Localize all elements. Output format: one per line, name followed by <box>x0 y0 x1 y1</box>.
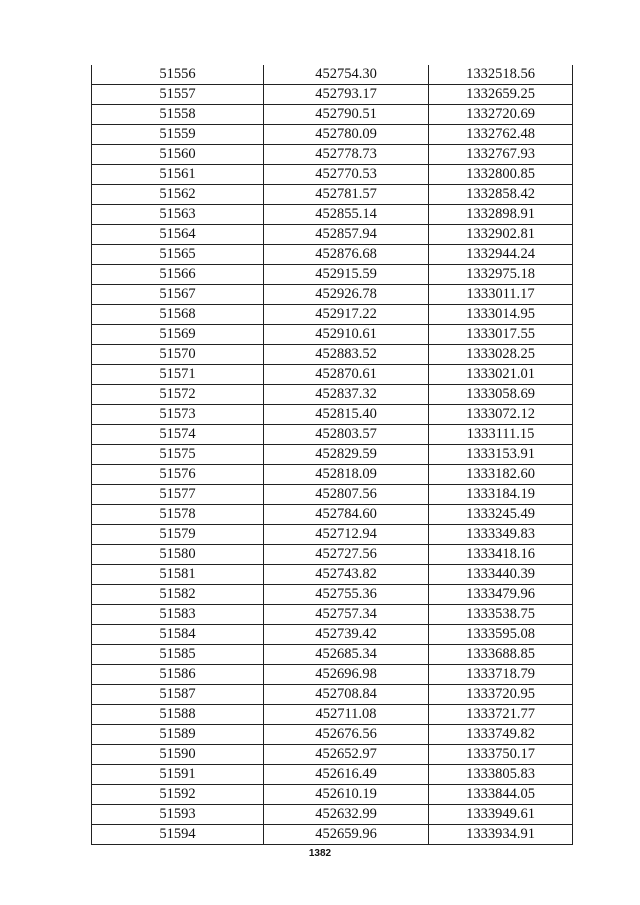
y-coordinate-cell: 1333245.49 <box>429 505 573 525</box>
y-coordinate-cell: 1333184.19 <box>429 485 573 505</box>
y-coordinate-cell: 1332858.42 <box>429 185 573 205</box>
y-coordinate-cell: 1333011.17 <box>429 285 573 305</box>
y-coordinate-cell: 1333182.60 <box>429 465 573 485</box>
point-id-cell: 51569 <box>92 325 264 345</box>
x-coordinate-cell: 452815.40 <box>264 405 429 425</box>
y-coordinate-cell: 1332800.85 <box>429 165 573 185</box>
point-id-cell: 51586 <box>92 665 264 685</box>
point-id-cell: 51589 <box>92 725 264 745</box>
x-coordinate-cell: 452755.36 <box>264 585 429 605</box>
x-coordinate-cell: 452778.73 <box>264 145 429 165</box>
table-row <box>92 285 573 305</box>
y-coordinate-cell: 1333111.15 <box>429 425 573 445</box>
y-coordinate-cell: 1332518.56 <box>429 65 573 85</box>
y-coordinate-cell: 1333349.83 <box>429 525 573 545</box>
y-coordinate-cell: 1332898.91 <box>429 205 573 225</box>
table-row <box>92 765 573 785</box>
x-coordinate-cell: 452727.56 <box>264 545 429 565</box>
point-id-cell: 51562 <box>92 185 264 205</box>
table-row <box>92 425 573 445</box>
x-coordinate-cell: 452790.51 <box>264 105 429 125</box>
point-id-cell: 51561 <box>92 165 264 185</box>
x-coordinate-cell: 452910.61 <box>264 325 429 345</box>
table-row <box>92 105 573 125</box>
y-coordinate-cell: 1333021.01 <box>429 365 573 385</box>
point-id-cell: 51558 <box>92 105 264 125</box>
table-row <box>92 605 573 625</box>
point-id-cell: 51593 <box>92 805 264 825</box>
x-coordinate-cell: 452870.61 <box>264 365 429 385</box>
y-coordinate-cell: 1333028.25 <box>429 345 573 365</box>
x-coordinate-cell: 452711.08 <box>264 705 429 725</box>
table-row <box>92 645 573 665</box>
table-row <box>92 485 573 505</box>
point-id-cell: 51590 <box>92 745 264 765</box>
table-row <box>92 685 573 705</box>
point-id-cell: 51592 <box>92 785 264 805</box>
table-row <box>92 445 573 465</box>
y-coordinate-cell: 1333749.82 <box>429 725 573 745</box>
x-coordinate-cell: 452876.68 <box>264 245 429 265</box>
x-coordinate-cell: 452739.42 <box>264 625 429 645</box>
table-row <box>92 825 573 845</box>
x-coordinate-cell: 452712.94 <box>264 525 429 545</box>
x-coordinate-cell: 452676.56 <box>264 725 429 745</box>
point-id-cell: 51591 <box>92 765 264 785</box>
x-coordinate-cell: 452632.99 <box>264 805 429 825</box>
table-row <box>92 625 573 645</box>
table-row <box>92 745 573 765</box>
x-coordinate-cell: 452610.19 <box>264 785 429 805</box>
point-id-cell: 51568 <box>92 305 264 325</box>
y-coordinate-cell: 1333688.85 <box>429 645 573 665</box>
point-id-cell: 51584 <box>92 625 264 645</box>
y-coordinate-cell: 1332659.25 <box>429 85 573 105</box>
x-coordinate-cell: 452915.59 <box>264 265 429 285</box>
y-coordinate-cell: 1332975.18 <box>429 265 573 285</box>
table-row <box>92 525 573 545</box>
table-row <box>92 225 573 245</box>
table-row <box>92 165 573 185</box>
table-row <box>92 385 573 405</box>
y-coordinate-cell: 1333934.91 <box>429 825 573 845</box>
point-id-cell: 51579 <box>92 525 264 545</box>
y-coordinate-cell: 1333949.61 <box>429 805 573 825</box>
coordinates-table <box>91 65 573 845</box>
x-coordinate-cell: 452803.57 <box>264 425 429 445</box>
point-id-cell: 51563 <box>92 205 264 225</box>
x-coordinate-cell: 452685.34 <box>264 645 429 665</box>
table-row <box>92 725 573 745</box>
y-coordinate-cell: 1333805.83 <box>429 765 573 785</box>
point-id-cell: 51574 <box>92 425 264 445</box>
y-coordinate-cell: 1333440.39 <box>429 565 573 585</box>
x-coordinate-cell: 452829.59 <box>264 445 429 465</box>
y-coordinate-cell: 1333721.77 <box>429 705 573 725</box>
table-row <box>92 505 573 525</box>
y-coordinate-cell: 1333017.55 <box>429 325 573 345</box>
page-number: 1382 <box>308 848 332 859</box>
point-id-cell: 51570 <box>92 345 264 365</box>
coordinates-table-body <box>92 65 573 845</box>
point-id-cell: 51580 <box>92 545 264 565</box>
x-coordinate-cell: 452837.32 <box>264 385 429 405</box>
table-row <box>92 805 573 825</box>
y-coordinate-cell: 1333718.79 <box>429 665 573 685</box>
point-id-cell: 51578 <box>92 505 264 525</box>
point-id-cell: 51556 <box>92 65 264 85</box>
y-coordinate-cell: 1333058.69 <box>429 385 573 405</box>
table-row <box>92 545 573 565</box>
point-id-cell: 51587 <box>92 685 264 705</box>
point-id-cell: 51571 <box>92 365 264 385</box>
x-coordinate-cell: 452818.09 <box>264 465 429 485</box>
table-row <box>92 185 573 205</box>
point-id-cell: 51581 <box>92 565 264 585</box>
point-id-cell: 51567 <box>92 285 264 305</box>
x-coordinate-cell: 452757.34 <box>264 605 429 625</box>
point-id-cell: 51557 <box>92 85 264 105</box>
y-coordinate-cell: 1333014.95 <box>429 305 573 325</box>
y-coordinate-cell: 1333479.96 <box>429 585 573 605</box>
y-coordinate-cell: 1333844.05 <box>429 785 573 805</box>
table-row <box>92 305 573 325</box>
table-row <box>92 245 573 265</box>
table-row <box>92 65 573 85</box>
point-id-cell: 51576 <box>92 465 264 485</box>
table-row <box>92 405 573 425</box>
point-id-cell: 51559 <box>92 125 264 145</box>
y-coordinate-cell: 1333072.12 <box>429 405 573 425</box>
point-id-cell: 51585 <box>92 645 264 665</box>
x-coordinate-cell: 452770.53 <box>264 165 429 185</box>
y-coordinate-cell: 1333595.08 <box>429 625 573 645</box>
x-coordinate-cell: 452855.14 <box>264 205 429 225</box>
y-coordinate-cell: 1332762.48 <box>429 125 573 145</box>
x-coordinate-cell: 452754.30 <box>264 65 429 85</box>
table-row <box>92 145 573 165</box>
y-coordinate-cell: 1332767.93 <box>429 145 573 165</box>
table-row <box>92 665 573 685</box>
y-coordinate-cell: 1333720.95 <box>429 685 573 705</box>
x-coordinate-cell: 452743.82 <box>264 565 429 585</box>
point-id-cell: 51565 <box>92 245 264 265</box>
point-id-cell: 51573 <box>92 405 264 425</box>
table-row <box>92 325 573 345</box>
x-coordinate-cell: 452659.96 <box>264 825 429 845</box>
x-coordinate-cell: 452883.52 <box>264 345 429 365</box>
point-id-cell: 51577 <box>92 485 264 505</box>
point-id-cell: 51594 <box>92 825 264 845</box>
x-coordinate-cell: 452708.84 <box>264 685 429 705</box>
table-row <box>92 125 573 145</box>
x-coordinate-cell: 452793.17 <box>264 85 429 105</box>
table-row <box>92 705 573 725</box>
point-id-cell: 51575 <box>92 445 264 465</box>
x-coordinate-cell: 452784.60 <box>264 505 429 525</box>
x-coordinate-cell: 452616.49 <box>264 765 429 785</box>
table-row <box>92 265 573 285</box>
x-coordinate-cell: 452780.09 <box>264 125 429 145</box>
x-coordinate-cell: 452696.98 <box>264 665 429 685</box>
table-row <box>92 565 573 585</box>
table-row <box>92 785 573 805</box>
table-row <box>92 465 573 485</box>
y-coordinate-cell: 1332902.81 <box>429 225 573 245</box>
point-id-cell: 51560 <box>92 145 264 165</box>
table-row <box>92 345 573 365</box>
point-id-cell: 51564 <box>92 225 264 245</box>
point-id-cell: 51582 <box>92 585 264 605</box>
table-row <box>92 365 573 385</box>
point-id-cell: 51583 <box>92 605 264 625</box>
y-coordinate-cell: 1333418.16 <box>429 545 573 565</box>
y-coordinate-cell: 1332720.69 <box>429 105 573 125</box>
point-id-cell: 51566 <box>92 265 264 285</box>
y-coordinate-cell: 1333538.75 <box>429 605 573 625</box>
x-coordinate-cell: 452926.78 <box>264 285 429 305</box>
y-coordinate-cell: 1333750.17 <box>429 745 573 765</box>
y-coordinate-cell: 1333153.91 <box>429 445 573 465</box>
x-coordinate-cell: 452807.56 <box>264 485 429 505</box>
x-coordinate-cell: 452652.97 <box>264 745 429 765</box>
point-id-cell: 51588 <box>92 705 264 725</box>
y-coordinate-cell: 1332944.24 <box>429 245 573 265</box>
table-row <box>92 85 573 105</box>
table-row <box>92 585 573 605</box>
x-coordinate-cell: 452857.94 <box>264 225 429 245</box>
x-coordinate-cell: 452917.22 <box>264 305 429 325</box>
table-row <box>92 205 573 225</box>
x-coordinate-cell: 452781.57 <box>264 185 429 205</box>
point-id-cell: 51572 <box>92 385 264 405</box>
